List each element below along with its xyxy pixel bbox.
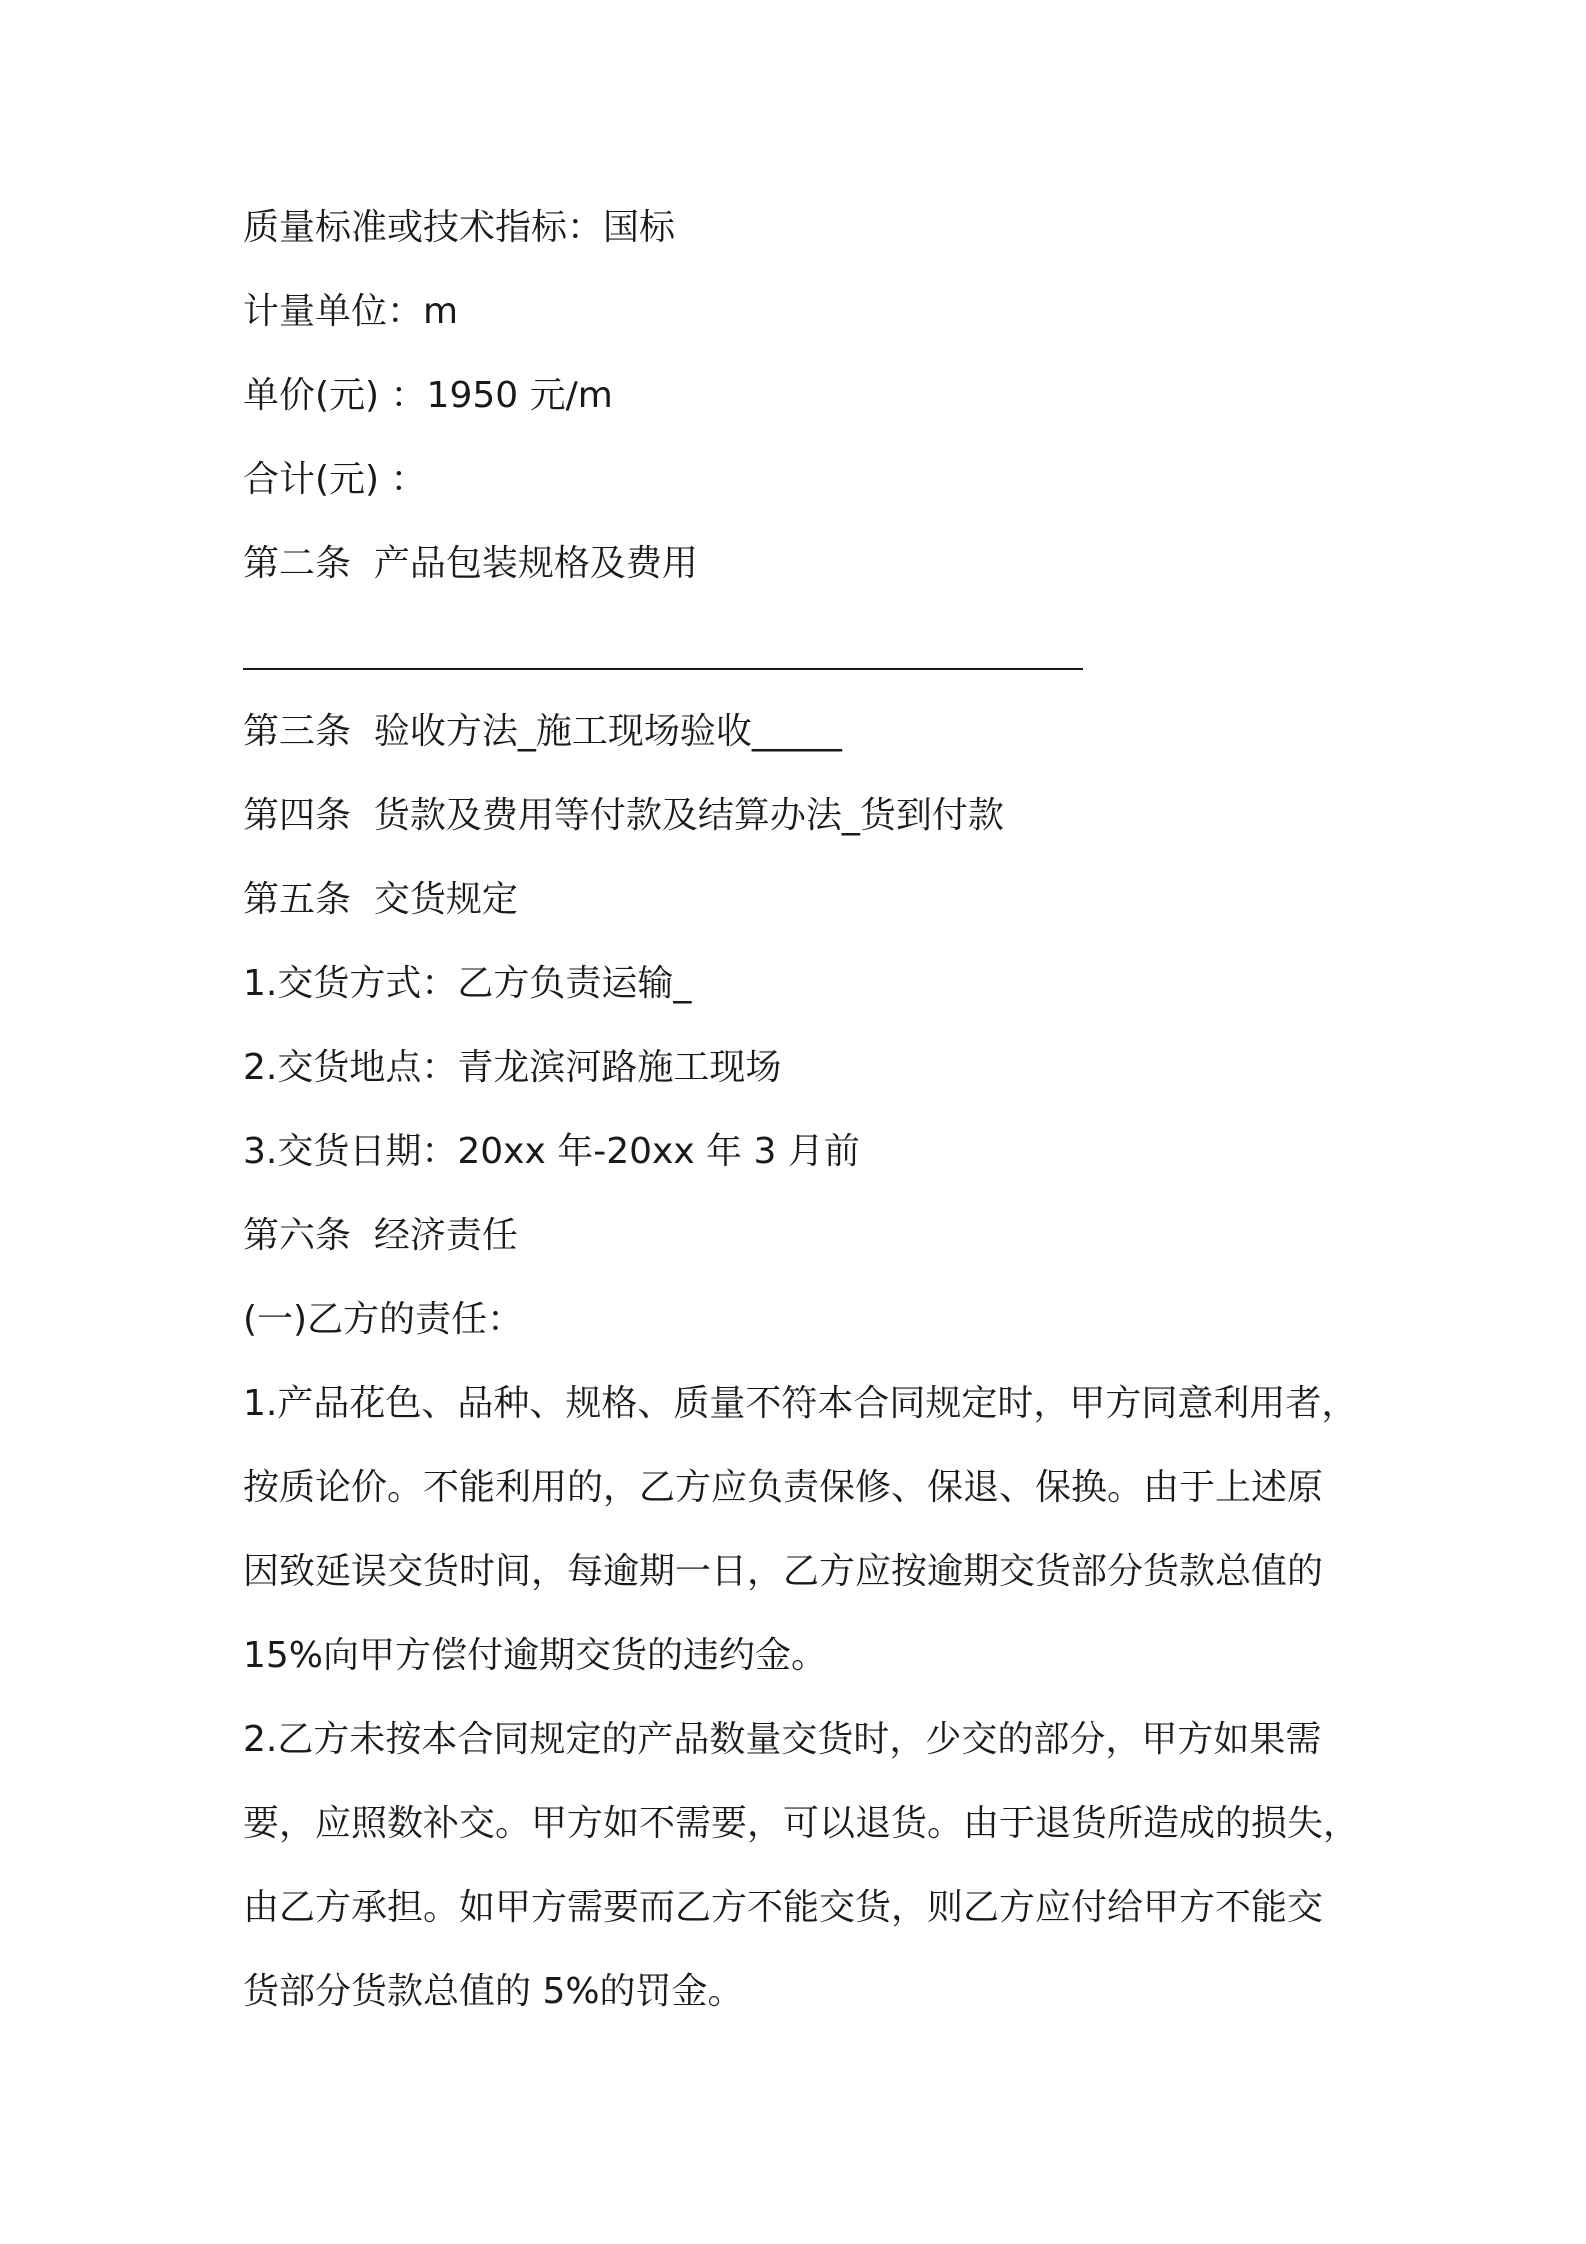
clause-1-line-2: 按质论价。不能利用的，乙方应负责保修、保退、保换。由于上述原: [243, 1467, 1324, 1508]
article-6-heading: 第六条 经济责任: [243, 1215, 518, 1256]
quality-standard-line: 质量标准或技术指标：国标: [243, 207, 676, 248]
party-b-responsibility-heading: (一)乙方的责任：: [243, 1299, 524, 1340]
clause-1-line-4: 15%向甲方偿付逾期交货的违约金。: [243, 1635, 828, 1676]
clause-2-line-2: 要，应照数补交。甲方如不需要，可以退货。由于退货所造成的损失，: [243, 1803, 1360, 1844]
total-line: 合计(元) ：: [243, 459, 427, 500]
clause-2-line-3: 由乙方承担。如甲方需要而乙方不能交货，则乙方应付给甲方不能交: [243, 1887, 1324, 1928]
delivery-method-line: 1.交货方式：乙方负责运输_: [243, 963, 692, 1004]
clause-1-line-1: 1.产品花色、品种、规格、质量不符本合同规定时，甲方同意利用者，: [243, 1383, 1358, 1424]
clause-2-line-4: 货部分货款总值的 5%的罚金。: [243, 1971, 744, 2012]
fill-in-blank-rule: [243, 668, 1083, 670]
unit-of-measure-line: 计量单位：m: [243, 291, 459, 332]
article-4-heading: 第四条 货款及费用等付款及结算办法_货到付款: [243, 795, 1004, 836]
delivery-date-line: 3.交货日期：20xx 年-20xx 年 3 月前: [243, 1131, 860, 1172]
article-2-heading: 第二条 产品包装规格及费用: [243, 543, 698, 584]
delivery-location-line: 2.交货地点：青龙滨河路施工现场: [243, 1047, 782, 1088]
article-5-heading: 第五条 交货规定: [243, 879, 518, 920]
clause-2-line-1: 2.乙方未按本合同规定的产品数量交货时，少交的部分，甲方如果需: [243, 1719, 1322, 1760]
article-3-heading: 第三条 验收方法_施工现场验收_____: [243, 711, 842, 752]
unit-price-line: 单价(元) ：1950 元/m: [243, 375, 613, 416]
clause-1-line-3: 因致延误交货时间，每逾期一日，乙方应按逾期交货部分货款总值的: [243, 1551, 1324, 1592]
